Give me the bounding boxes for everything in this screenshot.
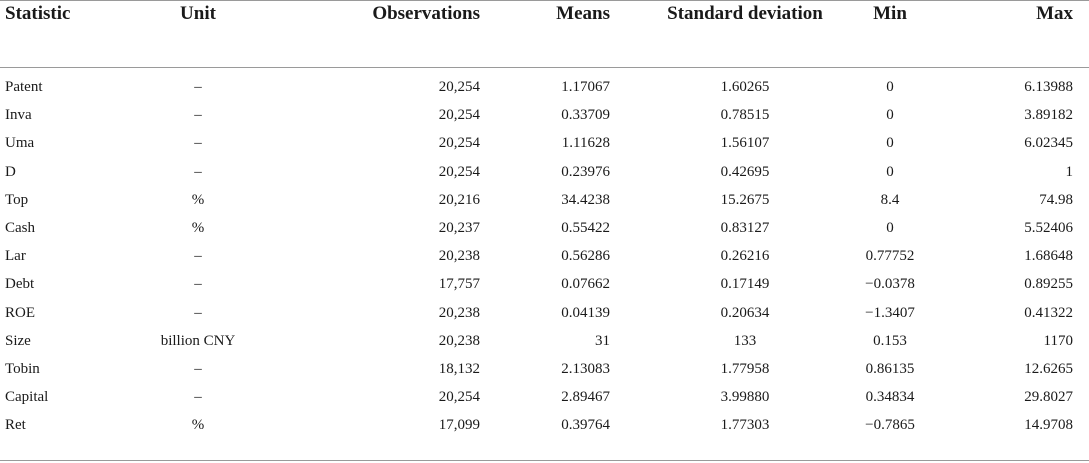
cell-means: 0.39764 (561, 417, 610, 434)
cell-std-dev: 0.17149 (720, 276, 770, 293)
cell-std-dev: 133 (733, 332, 757, 349)
cell-std-dev: 1.77303 (720, 417, 770, 434)
cell-statistic: Inva (5, 107, 32, 124)
cell-unit: – (194, 304, 202, 321)
table-header-rule (0, 67, 1089, 68)
table-header (0, 0, 1089, 67)
cell-means: 0.55422 (561, 219, 610, 236)
header-max: Max (1036, 3, 1073, 24)
table-row (0, 413, 1089, 441)
cell-unit: – (194, 107, 202, 124)
cell-statistic: ROE (5, 304, 35, 321)
table-row (0, 301, 1089, 329)
table-row (0, 160, 1089, 188)
cell-means: 0.07662 (561, 276, 610, 293)
cell-statistic: Lar (5, 248, 26, 265)
table-row (0, 131, 1089, 159)
cell-means: 2.89467 (561, 389, 610, 406)
cell-unit: – (194, 389, 202, 406)
cell-observations: 20,254 (438, 107, 480, 124)
cell-statistic: Size (5, 332, 31, 349)
cell-unit: – (194, 163, 202, 180)
cell-observations: 20,254 (438, 163, 480, 180)
cell-max: 6.02345 (1024, 135, 1073, 152)
cell-unit: % (191, 191, 205, 208)
cell-statistic: Ret (5, 417, 26, 434)
cell-max: 5.52406 (1024, 219, 1073, 236)
cell-max: 1170 (1043, 332, 1073, 349)
cell-statistic: Debt (5, 276, 35, 293)
cell-statistic: Cash (5, 219, 35, 236)
cell-unit: – (194, 135, 202, 152)
header-standard-deviation: Standard deviation (667, 3, 823, 24)
cell-observations: 20,254 (438, 79, 480, 95)
cell-min: 0.86135 (865, 360, 915, 377)
cell-std-dev: 0.78515 (720, 107, 770, 124)
table-bottom-rule (0, 460, 1089, 461)
cell-means: 0.56286 (561, 248, 610, 265)
cell-means: 1.11628 (561, 135, 610, 152)
table-row (0, 272, 1089, 300)
cell-observations: 18,132 (438, 360, 480, 377)
cell-means: 0.23976 (561, 163, 610, 180)
cell-observations: 20,238 (438, 248, 480, 265)
table-row (0, 188, 1089, 216)
cell-statistic: Capital (5, 389, 49, 406)
cell-means: 34.4238 (561, 191, 610, 208)
cell-min: 0 (886, 219, 894, 236)
cell-statistic: Patent (5, 79, 43, 95)
cell-std-dev: 0.83127 (720, 219, 770, 236)
cell-observations: 20,254 (438, 135, 480, 152)
header-statistic: Statistic (5, 3, 71, 24)
table-row (0, 103, 1089, 131)
cell-observations: 20,238 (438, 332, 480, 349)
cell-max: 0.41322 (1024, 304, 1073, 321)
header-means: Means (556, 3, 610, 24)
cell-max: 1.68648 (1024, 248, 1073, 265)
cell-unit: % (191, 219, 205, 236)
table-row (0, 329, 1089, 357)
cell-std-dev: 0.20634 (720, 304, 770, 321)
cell-statistic: Top (5, 191, 29, 208)
cell-means: 31 (595, 332, 610, 349)
cell-min: −0.0378 (865, 276, 915, 293)
cell-unit: – (194, 360, 202, 377)
cell-min: 0 (886, 135, 894, 152)
cell-observations: 20,238 (438, 304, 480, 321)
cell-unit: billion CNY (160, 332, 236, 349)
table-row (0, 244, 1089, 272)
cell-unit: – (194, 276, 202, 293)
cell-min: 0 (886, 163, 894, 180)
cell-min: 0 (886, 79, 894, 95)
cell-observations: 20,237 (438, 219, 480, 236)
cell-std-dev: 15.2675 (720, 191, 770, 208)
cell-means: 2.13083 (561, 360, 610, 377)
cell-unit: – (194, 248, 202, 265)
cell-std-dev: 1.60265 (720, 79, 770, 95)
cell-max: 6.13988 (1024, 79, 1073, 95)
cell-statistic: D (5, 163, 16, 180)
cell-unit: % (191, 417, 205, 434)
cell-max: 0.89255 (1024, 276, 1073, 293)
cell-min: 0.153 (873, 332, 907, 349)
cell-min: 0.34834 (865, 389, 915, 406)
cell-max: 74.98 (1039, 191, 1073, 208)
cell-std-dev: 1.77958 (720, 360, 770, 377)
cell-observations: 20,216 (438, 191, 480, 208)
cell-means: 0.04139 (561, 304, 610, 321)
table-row (0, 357, 1089, 385)
header-min: Min (873, 3, 907, 24)
cell-min: 0.77752 (865, 248, 915, 265)
cell-min: −1.3407 (865, 304, 915, 321)
cell-statistic: Tobin (5, 360, 40, 377)
table-row (0, 385, 1089, 413)
cell-std-dev: 1.56107 (720, 135, 770, 152)
cell-min: 8.4 (880, 191, 900, 208)
table-row (0, 75, 1089, 103)
table-body (0, 75, 1089, 441)
cell-std-dev: 0.42695 (720, 163, 770, 180)
cell-observations: 20,254 (438, 389, 480, 406)
cell-observations: 17,757 (438, 276, 480, 293)
cell-min: −0.7865 (865, 417, 915, 434)
cell-max: 3.89182 (1024, 107, 1073, 124)
cell-min: 0 (886, 107, 894, 124)
cell-max: 12.6265 (1024, 360, 1073, 377)
cell-max: 14.9708 (1024, 417, 1073, 434)
table-row (0, 216, 1089, 244)
cell-std-dev: 0.26216 (720, 248, 770, 265)
header-unit: Unit (180, 3, 216, 24)
cell-std-dev: 3.99880 (720, 389, 770, 406)
cell-observations: 17,099 (438, 417, 480, 434)
cell-means: 1.17067 (561, 79, 610, 95)
header-observations: Observations (372, 3, 480, 24)
cell-means: 0.33709 (561, 107, 610, 124)
cell-max: 29.8027 (1024, 389, 1073, 406)
cell-statistic: Uma (5, 135, 35, 152)
cell-max: 1 (1065, 163, 1073, 180)
cell-unit: – (194, 79, 202, 95)
